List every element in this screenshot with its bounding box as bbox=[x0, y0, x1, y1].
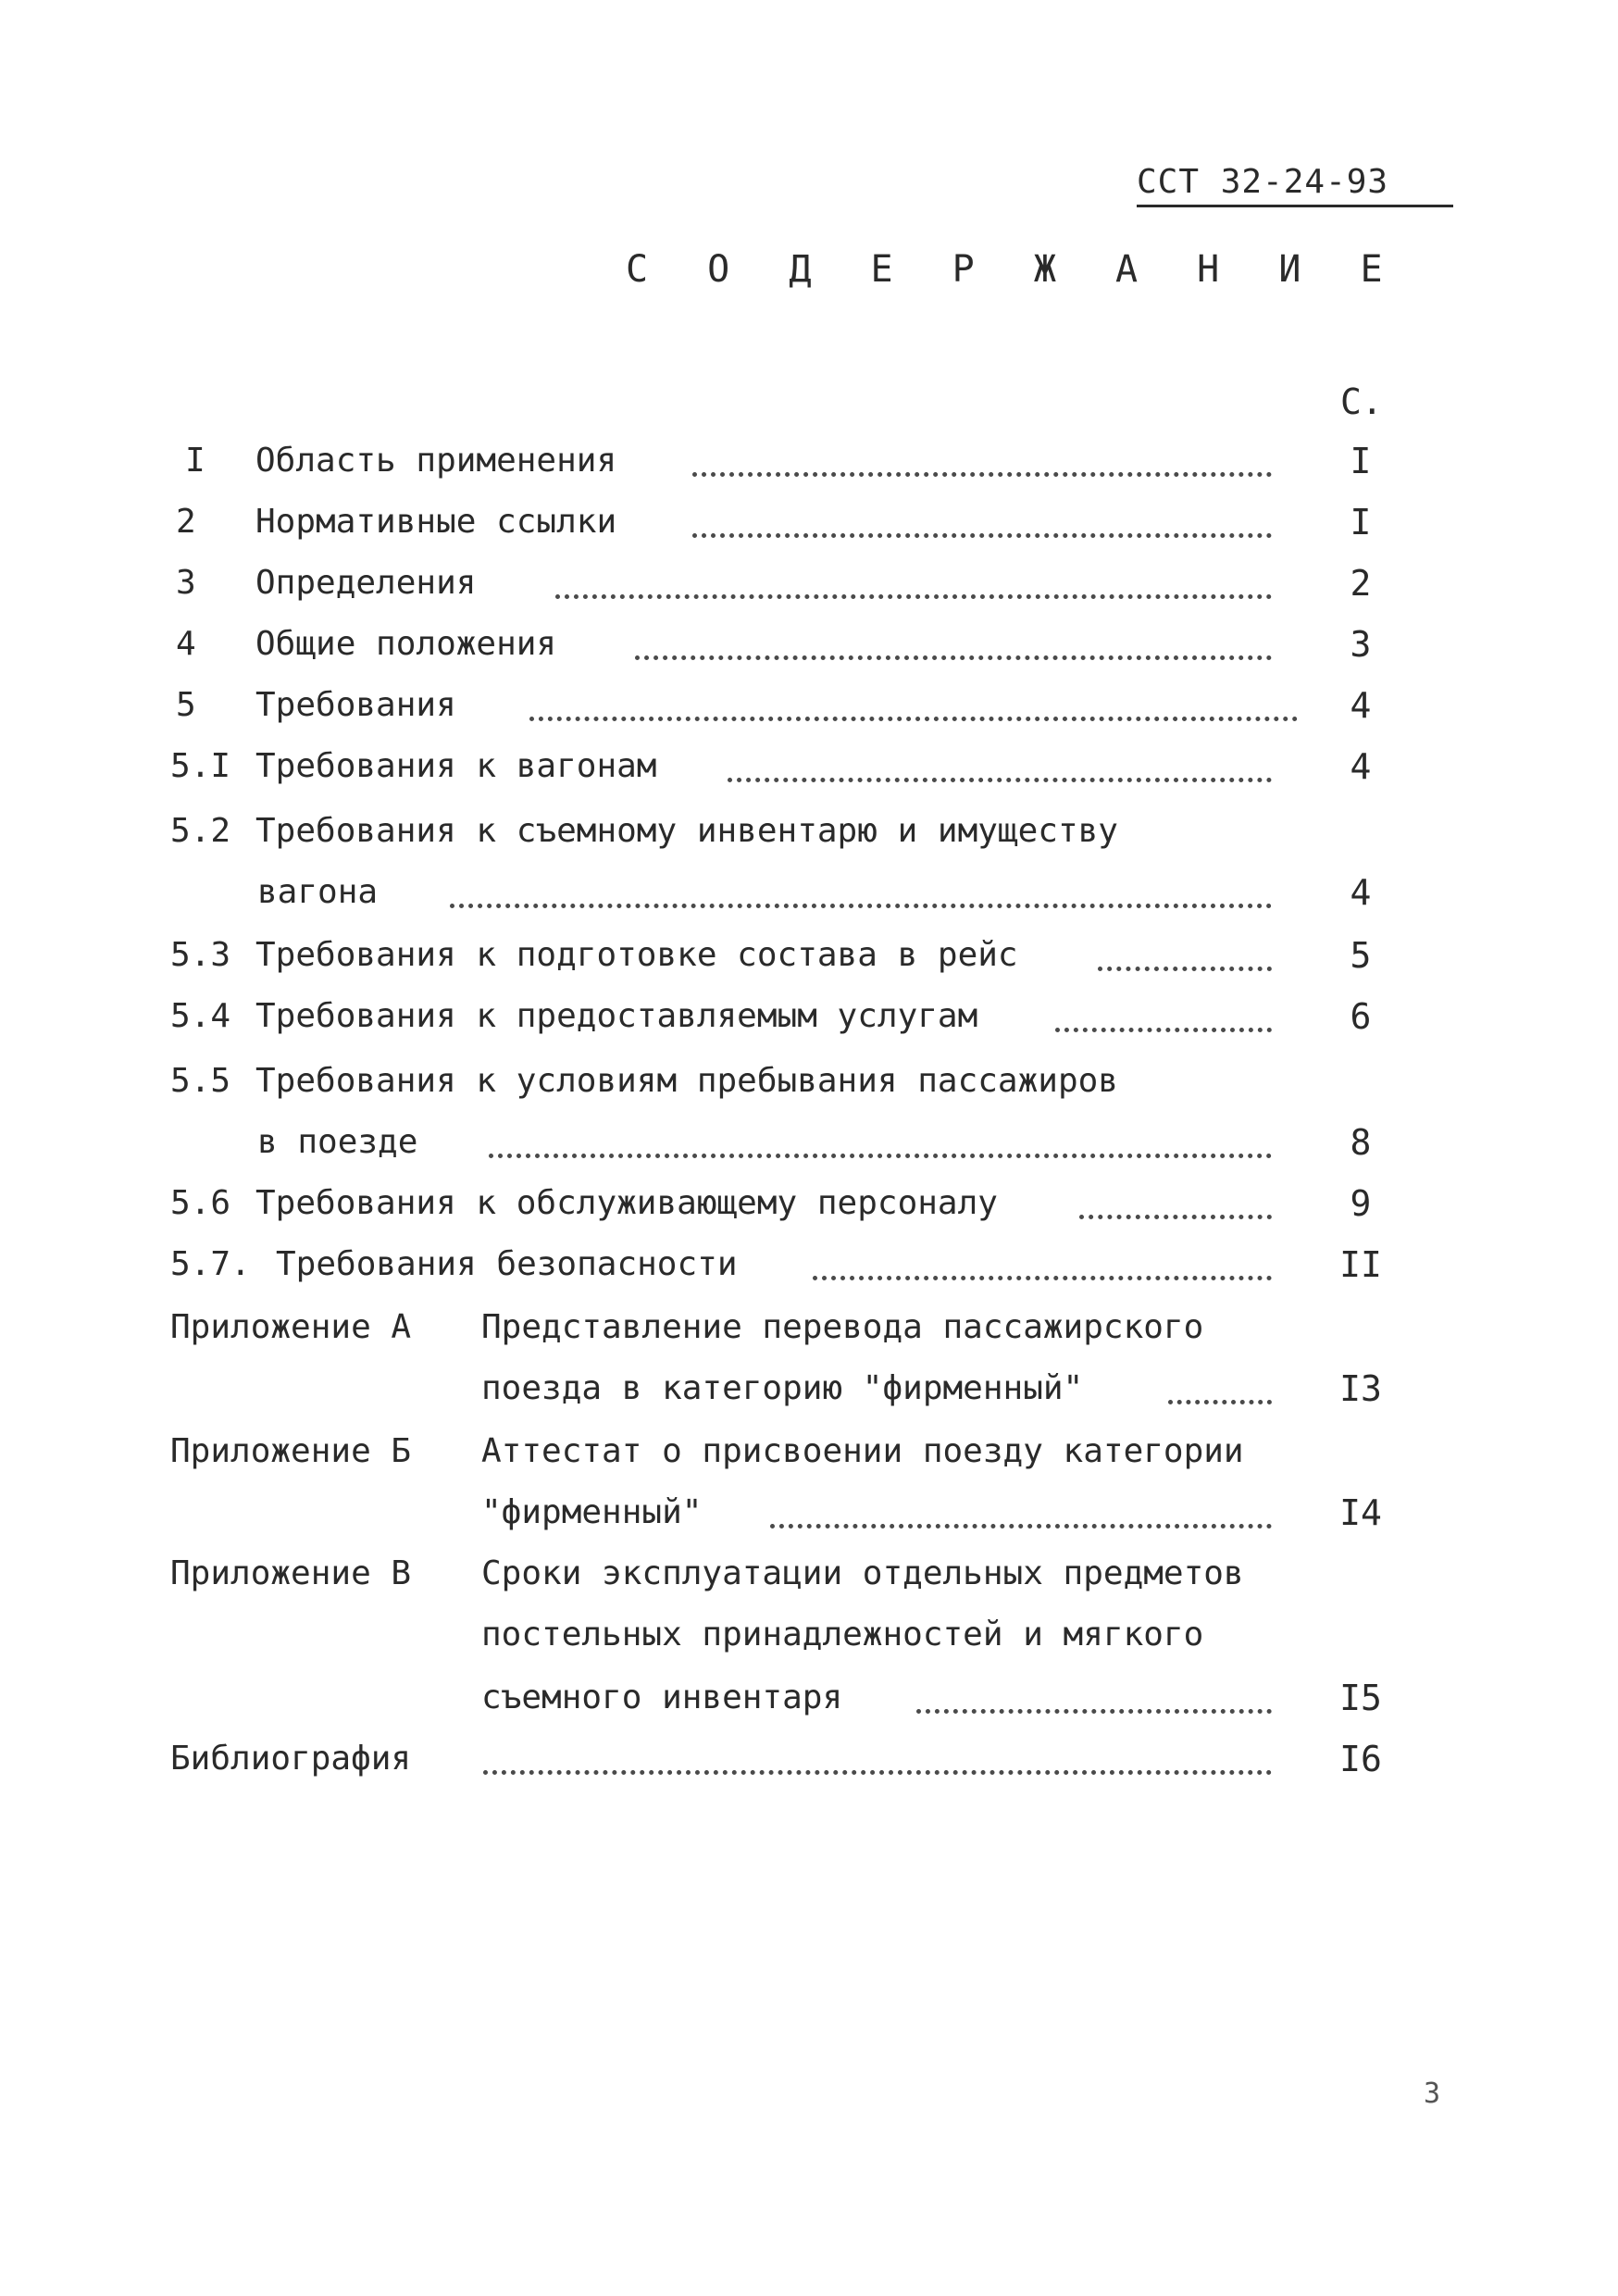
toc-entry-number: 5.3 bbox=[170, 936, 231, 974]
dot-leader bbox=[1098, 967, 1272, 971]
toc-entry-title: Определения bbox=[255, 564, 477, 602]
toc-entry-title: Аттестат о присвоении поезду категории bbox=[481, 1432, 1244, 1470]
toc-entry-page: I3 bbox=[1339, 1368, 1382, 1409]
toc-entry-number: 3 bbox=[176, 564, 196, 602]
toc-entry-title: Нормативные ссылки bbox=[255, 503, 617, 541]
toc-entry-number: 2 bbox=[176, 503, 196, 541]
dot-leader bbox=[635, 655, 1272, 660]
toc-entry-page: 8 bbox=[1350, 1122, 1372, 1163]
toc-entry-page: I5 bbox=[1339, 1678, 1382, 1718]
toc-entry-number: 5.4 bbox=[170, 997, 231, 1035]
toc-entry-title: Требования к подготовке состава в рейс bbox=[255, 936, 1018, 974]
toc-entry-number: 5 bbox=[176, 686, 196, 724]
toc-entry-page: 2 bbox=[1350, 563, 1372, 604]
toc-entry-number: 5.I bbox=[170, 747, 231, 785]
bibliography-label: Библиография bbox=[170, 1740, 412, 1778]
dot-leader bbox=[916, 1709, 1272, 1714]
dot-leader bbox=[728, 778, 1272, 782]
dot-leader bbox=[1055, 1028, 1272, 1032]
dot-leader bbox=[692, 533, 1272, 538]
toc-entry-number: 5.5 bbox=[170, 1062, 231, 1100]
document-code: ССТ 32-24-93 bbox=[1137, 163, 1453, 207]
toc-entry-title: Требования к обслуживающему персоналу bbox=[255, 1184, 998, 1222]
toc-entry-title: Требования bbox=[255, 686, 456, 724]
toc-entry-number: 5.6 bbox=[170, 1184, 231, 1222]
toc-entry-title-continued: поезда в категорию "фирменный" bbox=[481, 1369, 1084, 1407]
page-number: 3 bbox=[1424, 2078, 1441, 2110]
appendix-label: Приложение А bbox=[170, 1308, 412, 1346]
appendix-label: Приложение В bbox=[170, 1554, 412, 1592]
toc-entry-title: Представление перевода пассажирского bbox=[481, 1308, 1204, 1346]
toc-entry-page: 4 bbox=[1350, 746, 1372, 787]
dot-leader bbox=[555, 594, 1272, 599]
toc-entry-page: II bbox=[1339, 1244, 1382, 1285]
toc-entry-number: I bbox=[185, 442, 205, 480]
toc-entry-page: I bbox=[1350, 441, 1372, 481]
toc-entry-page: 9 bbox=[1350, 1183, 1372, 1224]
toc-entry-page: I4 bbox=[1339, 1492, 1382, 1533]
dot-leader bbox=[450, 904, 1272, 908]
dot-leader bbox=[770, 1524, 1272, 1529]
dot-leader bbox=[489, 1154, 1272, 1158]
dot-leader bbox=[529, 717, 1298, 721]
toc-entry-number: 5.2 bbox=[170, 812, 231, 850]
dot-leader bbox=[1168, 1400, 1272, 1404]
toc-entry-title: Требования безопасности bbox=[276, 1245, 738, 1283]
dot-leader bbox=[813, 1276, 1272, 1280]
toc-entry-page: I6 bbox=[1339, 1739, 1382, 1779]
toc-entry-title: Требования к предоставляемым услугам bbox=[255, 997, 978, 1035]
toc-entry-title-continued: вагона bbox=[257, 873, 379, 911]
toc-entry-page: 6 bbox=[1350, 996, 1372, 1037]
toc-entry-title-continued: "фирменный" bbox=[481, 1493, 703, 1531]
toc-entry-title: Требования к вагонам bbox=[255, 747, 657, 785]
toc-entry-title: Требования к условиям пребывания пассажиров bbox=[255, 1062, 1118, 1100]
page-title: С О Д Е Р Ж А Н И Е bbox=[626, 248, 1401, 291]
toc-entry-title: Требования к съемному инвентарю и имуществу bbox=[255, 812, 1118, 850]
toc-entry-number: 5.7. bbox=[170, 1245, 251, 1283]
dot-leader bbox=[483, 1770, 1272, 1775]
toc-entry-title-continued: в поезде bbox=[257, 1123, 418, 1161]
dot-leader bbox=[1079, 1215, 1272, 1219]
toc-entry-number: 4 bbox=[176, 625, 196, 663]
page-column-label: С. bbox=[1340, 381, 1383, 422]
toc-entry-title-continued: съемного инвентаря bbox=[481, 1678, 843, 1716]
toc-entry-title: Сроки эксплуатации отдельных предметов bbox=[481, 1554, 1244, 1592]
toc-entry-title: Общие положения bbox=[255, 625, 557, 663]
toc-entry-title: Область применения bbox=[255, 442, 617, 480]
toc-entry-title-continued: постельных принадлежностей и мягкого bbox=[481, 1616, 1204, 1653]
dot-leader bbox=[692, 472, 1272, 477]
toc-entry-page: 3 bbox=[1350, 624, 1372, 665]
toc-entry-page: I bbox=[1350, 502, 1372, 543]
appendix-label: Приложение Б bbox=[170, 1432, 412, 1470]
toc-entry-page: 4 bbox=[1350, 872, 1372, 913]
toc-entry-page: 5 bbox=[1350, 935, 1372, 976]
toc-entry-page: 4 bbox=[1350, 685, 1372, 726]
